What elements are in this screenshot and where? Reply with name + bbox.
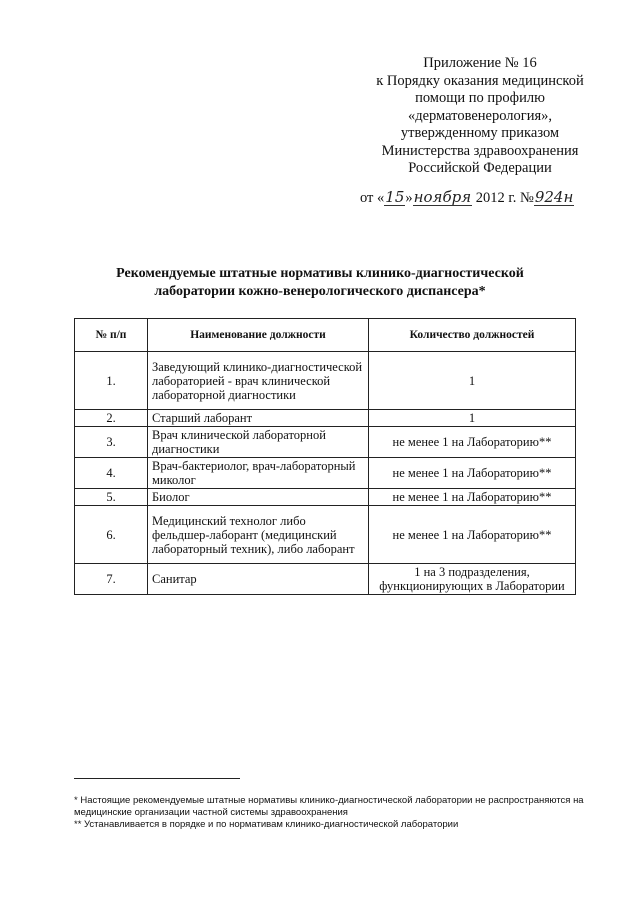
date-mid: » xyxy=(405,190,413,206)
cell-number: 7. xyxy=(75,564,148,595)
footnote-divider xyxy=(74,778,240,779)
cell-position: Санитар xyxy=(148,564,369,595)
header-quantity: Количество должностей xyxy=(369,319,576,352)
cell-position: Врач-бактериолог, врач-лабораторный миколог xyxy=(148,458,369,489)
staff-table xyxy=(74,318,576,595)
footnote-double-asterisk: ** Устанавливается в порядке и по нормативам клинико-диагностической лаборатории xyxy=(74,819,459,830)
title-line: лаборатории кожно-венерологического диспансера* xyxy=(154,284,486,299)
table-row xyxy=(75,506,576,564)
annex-line: помощи по профилю xyxy=(415,90,545,106)
cell-quantity: не менее 1 на Лабораторию** xyxy=(369,427,576,458)
cell-quantity: 1 на 3 подразделения, функционирующих в Лаборатории xyxy=(369,564,576,595)
annex-line: к Порядку оказания медицинской xyxy=(376,72,584,89)
cell-number: 1. xyxy=(75,352,148,410)
header-position: Наименование должности xyxy=(148,319,369,352)
document-title xyxy=(70,265,570,301)
cell-quantity: 1 xyxy=(369,352,576,410)
annex-line: Министерства здравоохранения xyxy=(381,142,579,159)
annex-line: Российской Федерации xyxy=(408,160,552,176)
cell-number: 5. xyxy=(75,489,148,506)
cell-position: Заведующий клинико-диагностической лабораторией - врач клинической лабораторной диагностики xyxy=(148,352,369,410)
date-prefix: от « xyxy=(360,190,385,206)
handwritten-day: 15 xyxy=(385,188,405,206)
table-row xyxy=(75,564,576,595)
header-number: № п/п xyxy=(75,319,148,352)
cell-number: 6. xyxy=(75,506,148,564)
cell-number: 4. xyxy=(75,458,148,489)
cell-number: 2. xyxy=(75,410,148,427)
title-line: Рекомендуемые штатные нормативы клинико-диагностической xyxy=(116,266,524,281)
date-year: 2012 г. № xyxy=(472,190,534,206)
annex-line: «дерматовенерология», xyxy=(407,107,553,124)
cell-quantity: не менее 1 на Лабораторию** xyxy=(369,489,576,506)
table-header-row xyxy=(75,319,576,352)
cell-position: Биолог xyxy=(148,489,369,506)
footnote-single-asterisk: * Настоящие рекомендуемые штатные нормативы клинико-диагностической лаборатории не распространяются на медицинские организации частной системы здравоохранения xyxy=(74,795,584,818)
annex-header xyxy=(355,55,605,178)
cell-number: 3. xyxy=(75,427,148,458)
cell-position: Медицинский технолог либо фельдшер-лаборант (медицинский лабораторный техник), либо лаборант xyxy=(148,506,369,564)
footnotes xyxy=(74,795,594,831)
handwritten-number: 924н xyxy=(534,188,574,206)
cell-quantity: не менее 1 на Лабораторию** xyxy=(369,506,576,564)
annex-line: утвержденному приказом xyxy=(400,125,560,141)
handwritten-month: ноября xyxy=(413,188,472,206)
annex-line: Приложение № 16 xyxy=(423,55,537,71)
cell-position: Старший лаборант xyxy=(148,410,369,427)
table-row xyxy=(75,410,576,427)
cell-quantity: не менее 1 на Лабораторию** xyxy=(369,458,576,489)
cell-position: Врач клинической лабораторной диагностики xyxy=(148,427,369,458)
table-row xyxy=(75,427,576,458)
cell-quantity: 1 xyxy=(369,410,576,427)
table-row xyxy=(75,489,576,506)
table-row xyxy=(75,458,576,489)
order-date-line xyxy=(360,190,620,207)
table-row xyxy=(75,352,576,410)
